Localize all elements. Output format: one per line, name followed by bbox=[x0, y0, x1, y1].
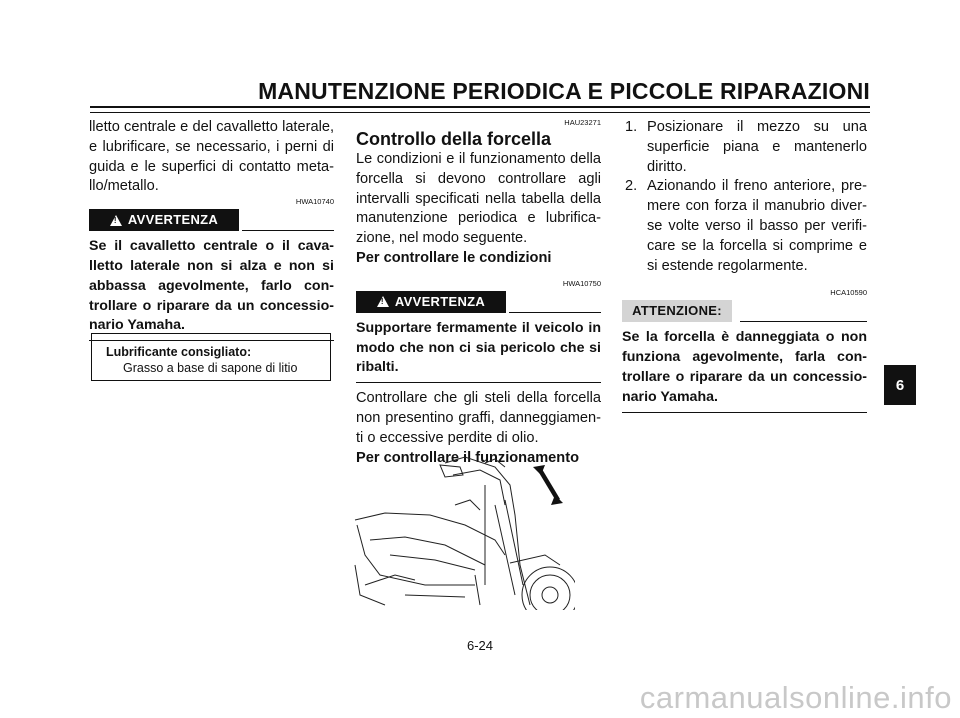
step-number: 1. bbox=[625, 119, 638, 135]
caution-text: Se la forcella è danneggiata o non funziona agevolmente, farla con-trollare o riparare da un concessio-nario Yamaha. bbox=[622, 329, 867, 405]
warning-banner bbox=[356, 291, 601, 313]
warning-label: AVVERTENZA bbox=[127, 212, 219, 228]
warning-label-box bbox=[356, 291, 506, 313]
column-3 bbox=[622, 118, 867, 413]
page-number: 6-24 bbox=[466, 638, 494, 653]
steps-list bbox=[622, 118, 867, 276]
header-title: MANUTENZIONE PERIODICA E PICCOLE RIPARAZIONI bbox=[258, 78, 870, 104]
warning-label: AVVERTENZA bbox=[394, 293, 486, 309]
caution-code: HCA10590 bbox=[830, 288, 867, 298]
warning-label-box bbox=[89, 209, 239, 231]
step-text: Azionando il freno anteriore, pre-mere con forza il manubrio diver-se volte verso il basso per verifi-care se la forcella si comprime e si estende regolarmente. bbox=[647, 178, 867, 274]
subheading-conditions: Per controllare le condizioni bbox=[356, 249, 552, 266]
chapter-tab: 6 bbox=[884, 365, 916, 405]
caution-banner bbox=[622, 300, 867, 322]
lubricant-box bbox=[91, 333, 331, 381]
warning-text: Se il cavalletto centrale o il cava-lletto laterale non si alza e non si abbassa agevolmente, farlo con-trollare o riparare da un concessio-nario Yamaha. bbox=[89, 238, 334, 334]
warning-text: Supportare fermamente il veicolo in modo che non ci sia pericolo che si ribalti. bbox=[356, 319, 601, 376]
lubricant-title: Lubrificante consigliato: bbox=[106, 345, 252, 359]
warning-rule bbox=[242, 230, 334, 231]
warning-rule bbox=[509, 312, 601, 313]
warning-triangle-icon: ! bbox=[377, 296, 389, 307]
subheading-function: Per controllare il funzionamento bbox=[356, 449, 579, 466]
col2-body: Controllare che gli steli della forcella non presentino graffi, danneggiamen-ti o eccessive perdite di olio. bbox=[356, 390, 601, 446]
col1-intro: lletto centrale e del cavalletto laterale, e lubrificare, se necessario, i perni di guida e le superfici di contatto meta-llo/metallo. bbox=[89, 119, 334, 195]
column-2 bbox=[356, 118, 601, 468]
lubricant-value: Grasso a base di sapone di litio bbox=[123, 361, 298, 375]
warning-triangle-icon: ! bbox=[110, 215, 122, 226]
warning-code: HWA10750 bbox=[562, 278, 601, 288]
header-rule bbox=[90, 106, 870, 108]
warning-banner bbox=[89, 209, 334, 231]
header-rule-thin bbox=[90, 112, 870, 113]
section-code: HAU23271 bbox=[564, 118, 601, 127]
col2-intro: Le condizioni e il funzionamento della forcella si devono controllare agli intervalli specificati nella tabella della manutenzione periodica e lubrifica-zione, nel modo seguente. bbox=[356, 151, 601, 247]
caution-end-rule bbox=[622, 412, 867, 413]
caution-label: ATTENZIONE: bbox=[622, 300, 732, 322]
column-1 bbox=[89, 118, 334, 341]
warning-end-rule bbox=[356, 382, 601, 383]
step-text: Posizionare il mezzo su una superficie piana e mantenerlo diritto. bbox=[647, 119, 867, 175]
caution-rule bbox=[740, 321, 867, 322]
section-heading: Controllo della forcella bbox=[356, 129, 552, 149]
scooter-fork-illustration bbox=[345, 445, 575, 610]
step-item bbox=[622, 177, 867, 276]
watermark: carmanualsonline.info bbox=[639, 680, 952, 715]
page-header bbox=[90, 78, 870, 108]
warning-code: HWA10740 bbox=[295, 197, 334, 207]
step-number: 2. bbox=[625, 178, 638, 195]
step-item bbox=[622, 118, 867, 177]
